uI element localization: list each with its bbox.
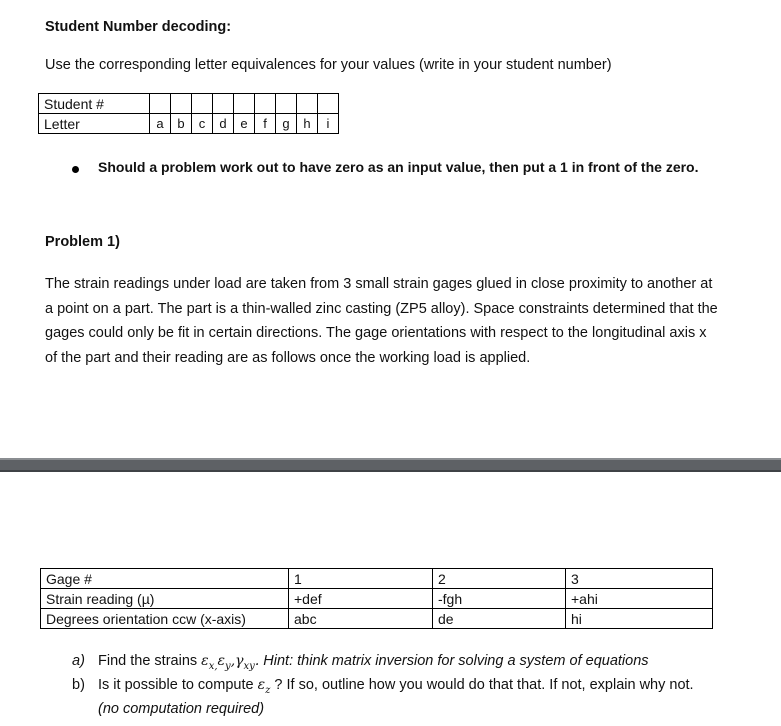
instruction-text: Use the corresponding letter equivalences for your values (write in your student number): [45, 57, 612, 73]
letter-cell: g: [276, 114, 297, 134]
paragraph-line: gages could only be fit in certain directions. The gage orientations with respect to the longitudinal axis x: [45, 325, 707, 341]
letter-cell: c: [192, 114, 213, 134]
letter-row: [39, 114, 339, 134]
letter-cell: e: [234, 114, 255, 134]
page-separator: [0, 458, 781, 472]
bullet-text: Should a problem work out to have zero as an input value, then put a 1 in front of the zero.: [98, 159, 699, 175]
gage-table: [40, 568, 713, 629]
table-row: [41, 569, 713, 589]
table-cell: abc: [289, 609, 433, 629]
table-row: [41, 589, 713, 609]
table-cell: 3: [566, 569, 713, 589]
table-cell: Degrees orientation ccw (x-axis): [41, 609, 289, 629]
question-a: [98, 653, 649, 672]
letter-cell: a: [150, 114, 171, 134]
student-number-label: Student #: [39, 94, 150, 114]
table-cell: +def: [289, 589, 433, 609]
student-number-row: [39, 94, 339, 114]
question-b-note: (no computation required): [98, 701, 265, 717]
student-number-table: [38, 93, 339, 134]
letter-cell: f: [255, 114, 276, 134]
student-digit-cell[interactable]: [297, 94, 318, 114]
table-row: [41, 609, 713, 629]
question-b-text2: ? If so, outline how you would do that that. If not, explain why not.: [274, 677, 694, 693]
question-b-text: Is it possible to compute: [98, 677, 254, 693]
strain-z-symbol: $\varepsilon_z$: [257, 677, 271, 696]
table-cell: hi: [566, 609, 713, 629]
question-b: [98, 677, 694, 696]
question-a-label: a): [72, 653, 85, 669]
table-cell: de: [433, 609, 566, 629]
question-a-hint: Hint: think matrix inversion for solving a system of equations: [263, 653, 649, 669]
letter-cell: d: [213, 114, 234, 134]
student-digit-cell[interactable]: [255, 94, 276, 114]
letter-label: Letter: [39, 114, 150, 134]
strain-symbols: $\varepsilon_{x,}\varepsilon_y,\gamma_{xy}$.: [201, 653, 260, 672]
letter-cell: i: [318, 114, 339, 134]
table-cell: 1: [289, 569, 433, 589]
student-digit-cell[interactable]: [318, 94, 339, 114]
paragraph-line: The strain readings under load are taken from 3 small strain gages glued in close proximity to another at: [45, 276, 713, 292]
student-digit-cell[interactable]: [192, 94, 213, 114]
table-cell: -fgh: [433, 589, 566, 609]
section-heading: Student Number decoding:: [45, 19, 232, 35]
table-cell: Strain reading (µ): [41, 589, 289, 609]
paragraph-line: of the part and their reading are as follows once the working load is applied.: [45, 349, 531, 366]
student-digit-cell[interactable]: [234, 94, 255, 114]
letter-cell: h: [297, 114, 318, 134]
student-digit-cell[interactable]: [150, 94, 171, 114]
question-a-text: Find the strains: [98, 653, 198, 669]
letter-cell: b: [171, 114, 192, 134]
problem-paragraph: [45, 272, 765, 370]
table-cell: 2: [433, 569, 566, 589]
bullet-icon: [72, 166, 79, 173]
student-digit-cell[interactable]: [171, 94, 192, 114]
question-b-label: b): [72, 677, 85, 693]
problem-heading: Problem 1): [45, 234, 120, 250]
table-cell: +ahi: [566, 589, 713, 609]
student-digit-cell[interactable]: [213, 94, 234, 114]
table-cell: Gage #: [41, 569, 289, 589]
student-digit-cell[interactable]: [276, 94, 297, 114]
paragraph-line: a point on a part. The part is a thin-walled zinc casting (ZP5 alloy). Space constraints determined that the: [45, 300, 718, 317]
